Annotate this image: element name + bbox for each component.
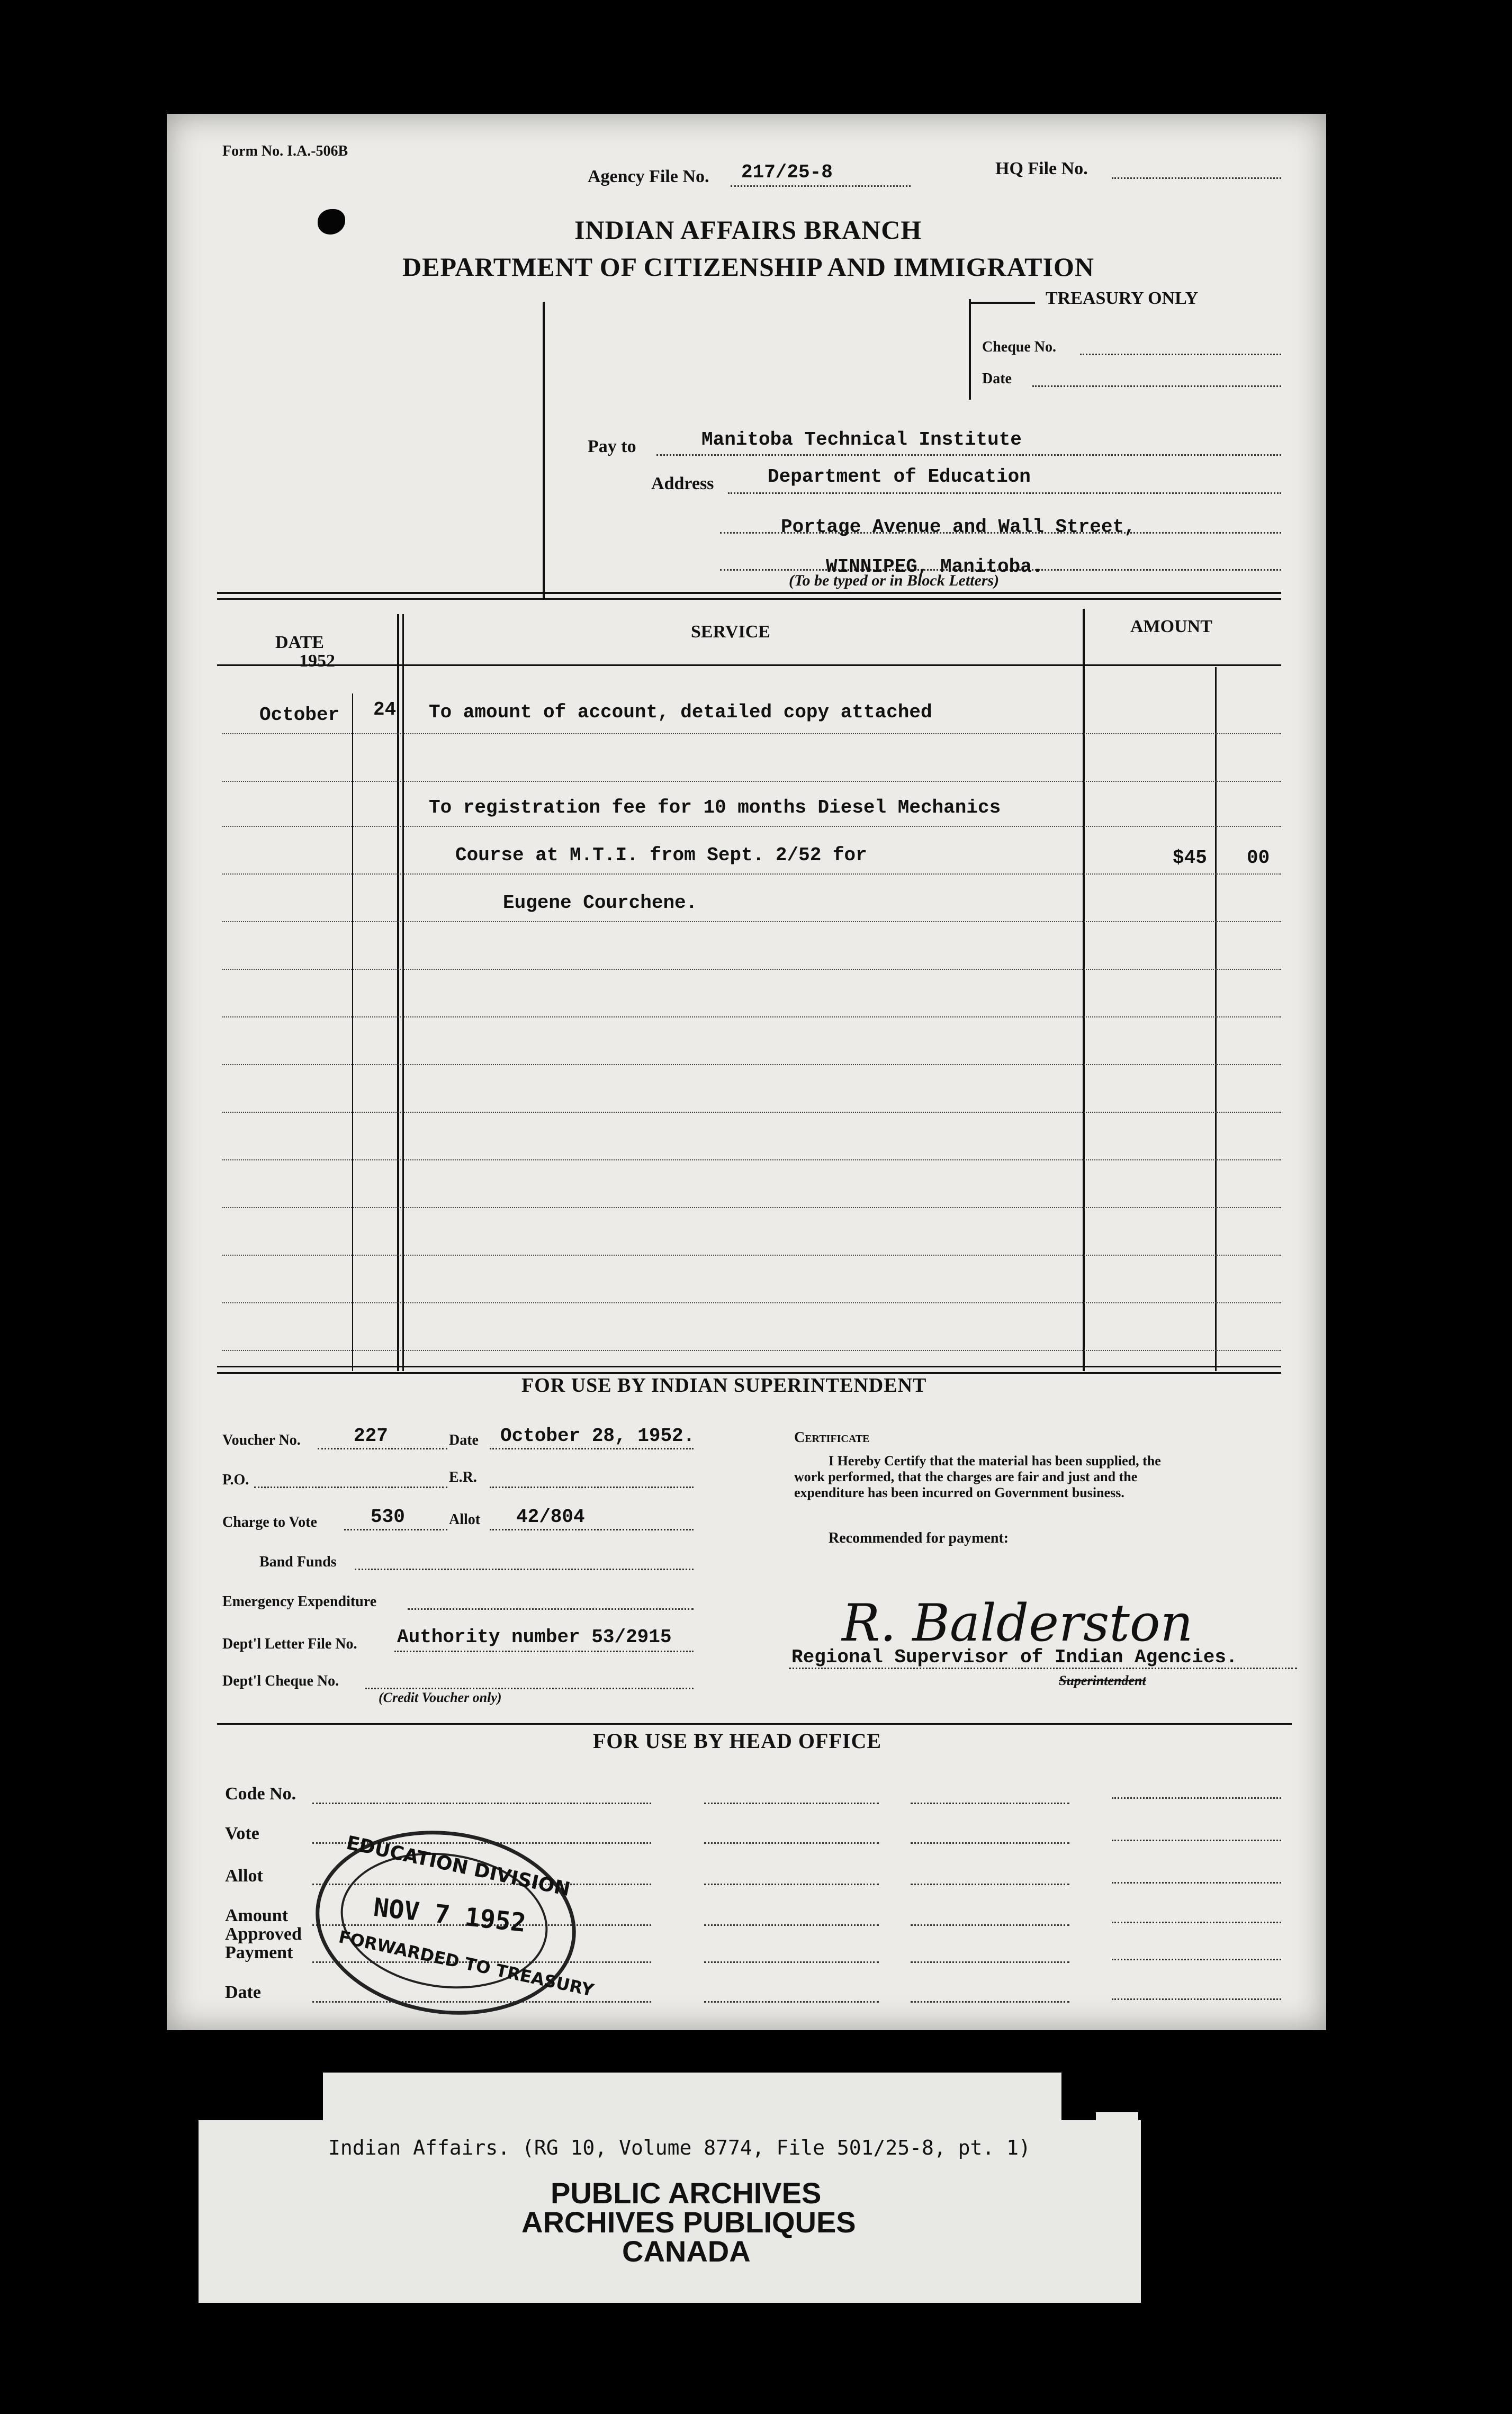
payment-ho-label: Payment: [225, 1943, 293, 1962]
ho-line: [704, 1842, 879, 1844]
code-no-label: Code No.: [225, 1784, 296, 1804]
table-row-line: [222, 781, 1281, 782]
agency-file-line: [731, 185, 911, 187]
ho-line: [704, 1924, 879, 1926]
agency-file-value: 217/25-8: [741, 161, 833, 183]
ho-line: [704, 1884, 879, 1885]
service-line-1: To amount of account, detailed copy attached: [429, 701, 932, 723]
table-row-line: [222, 969, 1281, 970]
archive-line-1: PUBLIC ARCHIVES: [551, 2176, 822, 2210]
pay-to-value: Manitoba Technical Institute: [701, 429, 1022, 451]
date-ho-label: Date: [225, 1983, 261, 2002]
form-number: Form No. I.A.-506B: [222, 143, 348, 159]
sup-date-line: [490, 1448, 694, 1449]
sup-date-value: October 28, 1952.: [500, 1425, 695, 1447]
signature: R. Balderston: [842, 1593, 1193, 1653]
hq-file-line: [1112, 177, 1281, 179]
date-column-divider: [397, 614, 399, 1371]
ho-line: [1112, 1922, 1281, 1923]
address-label: Address: [651, 474, 714, 493]
allot-label: Allot: [449, 1511, 481, 1528]
table-row-line: [222, 1016, 1281, 1017]
date-column-divider-2: [402, 614, 404, 1371]
letter-file-label: Dept'l Letter File No.: [222, 1636, 357, 1652]
stamp-bottom-text: FORWARDED TO TREASURY: [337, 1926, 596, 2001]
table-row-line: [222, 1255, 1281, 1256]
department-title: DEPARTMENT OF CITIZENSHIP AND IMMIGRATION: [402, 252, 1094, 282]
head-office-heading: FOR USE BY HEAD OFFICE: [593, 1729, 882, 1753]
table-row-line: [222, 1064, 1281, 1065]
ho-line: [1112, 1882, 1281, 1884]
po-line: [254, 1487, 447, 1488]
band-funds-line: [355, 1569, 694, 1570]
vote-label: Charge to Vote: [222, 1514, 317, 1530]
ho-line: [911, 1961, 1069, 1963]
treasury-cheque-line: [1080, 354, 1281, 355]
treasury-cheque-label: Cheque No.: [982, 339, 1057, 355]
voucher-value: 227: [354, 1425, 388, 1447]
ho-line: [911, 2001, 1069, 2003]
amount-column-divider: [1083, 609, 1085, 1371]
head-office-border: [217, 1723, 1292, 1725]
certificate-text-2: work performed, that the charges are fair and just and the: [794, 1469, 1138, 1484]
allot-ho-label: Allot: [225, 1866, 263, 1886]
ho-line: [704, 1961, 879, 1963]
er-line: [490, 1487, 694, 1488]
treasury-box-left: [969, 299, 971, 400]
table-top-border-2: [217, 598, 1281, 600]
table-row-line: [222, 733, 1281, 734]
archive-line-2: ARCHIVES PUBLIQUES: [521, 2205, 856, 2239]
po-label: P.O.: [222, 1472, 249, 1488]
ho-line: [911, 1842, 1069, 1844]
voucher-label: Voucher No.: [222, 1432, 301, 1448]
hq-file-label: HQ File No.: [995, 159, 1088, 178]
emergency-line: [408, 1608, 694, 1610]
branch-title: INDIAN AFFAIRS BRANCH: [574, 215, 922, 245]
amount-dollars: $45: [1173, 847, 1207, 869]
approved-ho-label: Approved: [225, 1924, 302, 1944]
pay-to-line: [656, 454, 1281, 456]
ho-line: [911, 1884, 1069, 1885]
date-header: DATE: [275, 633, 324, 652]
ho-line: [312, 1803, 651, 1804]
stamp-top-text: EDUCATION DIVISION: [344, 1832, 572, 1901]
superintendent-label: Superintendent: [1059, 1673, 1146, 1688]
table-row-line: [222, 1207, 1281, 1208]
cents-column-divider: [1215, 667, 1217, 1371]
sup-date-label: Date: [449, 1432, 479, 1448]
amount-header: AMOUNT: [1130, 617, 1212, 636]
voucher-line: [318, 1448, 447, 1449]
treasury-date-label: Date: [982, 371, 1012, 387]
amount-ho-label: Amount: [225, 1906, 289, 1925]
dept-cheque-label: Dept'l Cheque No.: [222, 1673, 339, 1689]
pay-to-label: Pay to: [588, 437, 636, 456]
allot-value: 42/804: [516, 1506, 585, 1528]
allot-line: [490, 1529, 694, 1530]
address-value-3: WINNIPEG, Manitoba.: [826, 556, 1043, 578]
ho-line: [1112, 1959, 1281, 1960]
entry-month: October: [259, 704, 340, 726]
ho-line: [1112, 1797, 1281, 1799]
archive-reference: Indian Affairs. (RG 10, Volume 8774, File 501/25-8, pt. 1): [328, 2136, 1031, 2159]
letter-file-value: Authority number 53/2915: [397, 1626, 672, 1648]
vote-ho-label: Vote: [225, 1824, 259, 1843]
certificate-title: Certificate: [794, 1429, 870, 1446]
table-row-line: [222, 1302, 1281, 1303]
day-column-divider: [352, 693, 353, 1371]
er-label: E.R.: [449, 1469, 477, 1485]
letter-file-line: [394, 1651, 694, 1652]
block-letters-note: (To be typed or in Block Letters): [789, 572, 1000, 589]
credit-voucher-note: (Credit Voucher only): [379, 1690, 502, 1705]
table-row-line: [222, 921, 1281, 922]
vote-value: 530: [371, 1506, 405, 1528]
ho-line: [911, 1924, 1069, 1926]
agency-file-label: Agency File No.: [588, 167, 709, 186]
year-value: 1952: [299, 651, 335, 671]
address-line-1: [728, 492, 1281, 494]
table-bottom-border: [217, 1366, 1281, 1367]
stamp-date: NOV 7 1952: [372, 1893, 528, 1938]
service-line-2: To registration fee for 10 months Diesel Mechanics: [429, 797, 1001, 818]
archive-label-tab: [1096, 2112, 1138, 2144]
certificate-text-1: I Hereby Certify that the material has been supplied, the: [829, 1453, 1161, 1469]
ho-line: [911, 1803, 1069, 1804]
treasury-date-line: [1032, 385, 1281, 387]
table-row-line: [222, 873, 1281, 875]
table-top-border: [217, 592, 1281, 594]
signer-title: Regional Supervisor of Indian Agencies.: [791, 1646, 1238, 1668]
emergency-label: Emergency Expenditure: [222, 1593, 377, 1610]
service-line-3: Course at M.T.I. from Sept. 2/52 for: [455, 844, 867, 866]
recommended-label: Recommended for payment:: [829, 1530, 1009, 1546]
entry-day: 24: [373, 699, 397, 720]
certificate-text-3: expenditure has been incurred on Government business.: [794, 1485, 1124, 1500]
dept-cheque-line: [365, 1688, 694, 1689]
ho-line: [704, 1803, 879, 1804]
header-divider: [543, 302, 545, 598]
service-header: SERVICE: [691, 622, 770, 642]
amount-cents: 00: [1247, 847, 1270, 869]
archive-line-3: CANADA: [622, 2235, 751, 2268]
superintendent-heading: FOR USE BY INDIAN SUPERINTENDENT: [521, 1374, 927, 1397]
address-value-2: Portage Avenue and Wall Street,: [781, 516, 1136, 538]
table-row-line: [222, 1112, 1281, 1113]
vote-line: [344, 1529, 447, 1530]
table-row-line: [222, 1350, 1281, 1351]
header-bottom-border: [217, 664, 1281, 666]
table-row-line: [222, 826, 1281, 827]
address-value-1: Department of Education: [768, 466, 1031, 488]
ho-line: [1112, 1840, 1281, 1841]
ho-line: [704, 2001, 879, 2003]
treasury-box-top: [969, 302, 1035, 304]
service-line-4: Eugene Courchene.: [503, 892, 698, 914]
ho-line: [1112, 1998, 1281, 2000]
table-row-line: [222, 1159, 1281, 1160]
band-funds-label: Band Funds: [259, 1554, 337, 1570]
treasury-title: TREASURY ONLY: [1046, 289, 1199, 308]
